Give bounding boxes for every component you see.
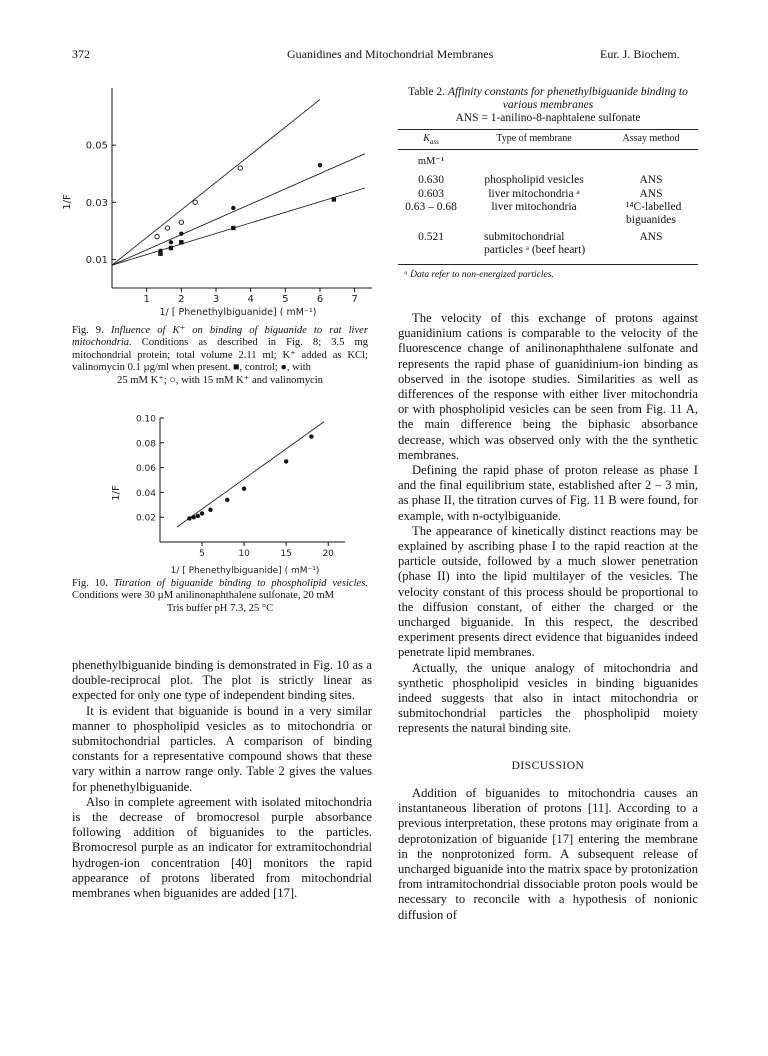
table2-cell-method: ANS <box>639 231 663 244</box>
y-tick-label: 0.04 <box>135 488 156 499</box>
data-point <box>284 459 288 463</box>
fig10-caption-title: Titration of biguanide binding to phospholipid vesicles. <box>113 578 368 589</box>
left-column-text <box>72 658 372 901</box>
table2-cell-type: liver mitochondria ᵃ <box>488 187 580 200</box>
x-tick-label: 5 <box>282 294 289 305</box>
fig9-caption-last: 25 mM K⁺; ○, with 15 mM K⁺ and valinomycin <box>117 374 323 386</box>
data-point <box>200 511 204 515</box>
data-point <box>179 232 183 236</box>
data-point <box>231 206 235 210</box>
y-tick-label: 0.02 <box>135 513 156 524</box>
series-line <box>112 154 365 265</box>
data-point <box>155 234 159 238</box>
table2-title-num: Table 2. <box>408 86 446 98</box>
fig10-caption-body: Conditions were 30 µM anilinonaphthalene sulfonate, 20 mM <box>72 590 335 602</box>
data-point <box>208 508 212 512</box>
x-tick-label: 15 <box>280 549 292 559</box>
table2-title-line1: Affinity constants for phenethylbiguanide binding to <box>447 86 688 98</box>
fig9-chart <box>60 80 380 320</box>
table-row <box>398 174 698 187</box>
page-number: 372 <box>72 47 90 61</box>
fig9-caption <box>72 325 368 387</box>
table2-cell-type: submitochondrial particles ᵃ (beef heart) <box>484 231 586 257</box>
table-row <box>398 231 698 257</box>
table2 <box>398 132 698 265</box>
table2-cell-k: 0.630 <box>418 174 444 187</box>
table-row <box>398 201 698 227</box>
table2-col-kass-sub: ass <box>429 138 439 146</box>
fig10-chart <box>95 410 355 580</box>
table2-cell-k: 0.63 – 0.68 <box>405 200 457 213</box>
y-tick-label: 0.06 <box>135 464 156 475</box>
data-point <box>169 246 173 250</box>
table2-col-kass: $K_{ass}$ <box>423 133 439 146</box>
y-tick-label: 0.05 <box>85 140 108 152</box>
data-point <box>242 486 246 490</box>
fig10-caption-last: Tris buffer pH 7.3, 25 °C <box>166 602 274 614</box>
table2-unit: mM⁻¹ <box>417 156 445 168</box>
right-paragraph-5: Addition of biguanides to mitochondria causes an instantaneous liberation of protons [11]. According to a previous interpretation, these protons may originate from a deprotonization of biguanide [17] entering the membrane in the nonprotonized form. A subsequent release of uncharged biguanide into the matrix space by protonization from intramitochondrial dissociable proton pools would be necessary to reconcile with a hypothesis of nonionic diffusion of <box>398 785 698 922</box>
running-title: Guanidines and Mitochondrial Membranes <box>287 47 494 61</box>
table2-header-row <box>398 132 698 150</box>
data-point <box>196 514 200 518</box>
table2-cell-method: ANS <box>639 187 663 200</box>
right-paragraph-4: Actually, the unique analogy of mitochondria and synthetic phospholipid vesicles in binding biguanides indeed suggests that also in intact mitochondria or submitochondrial particles the phospholipid moiety represents the natural binding site. <box>398 660 698 736</box>
data-point <box>165 226 169 230</box>
data-point <box>231 226 235 230</box>
series-line <box>112 188 365 265</box>
journal-name: Eur. J. Biochem. <box>600 47 680 61</box>
series-line <box>112 99 320 265</box>
data-point <box>179 220 183 224</box>
data-point <box>158 252 162 256</box>
data-point <box>179 240 183 244</box>
table2-col-type: Type of membrane <box>496 133 572 144</box>
x-tick-label: 2 <box>178 294 185 305</box>
table2-block <box>398 86 698 280</box>
fig10-xlabel: 1/ [ Phenethylbiguanide] ( mM⁻¹) <box>170 566 320 576</box>
table2-title-line2: various membranes <box>502 99 594 111</box>
right-column-text <box>398 311 698 923</box>
data-point <box>309 434 313 438</box>
x-tick-label: 7 <box>351 294 358 305</box>
fig10-caption-num: Fig. 10. <box>72 578 108 589</box>
left-paragraph-1: phenethylbiguanide binding is demonstrated in Fig. 10 as a double-reciprocal plot. The plot is strictly linear as expected for only one type of independent binding sites. <box>72 658 372 703</box>
data-point <box>191 515 195 519</box>
right-paragraph-2: Defining the rapid phase of proton release as phase I and the final equilibrium state, established after 2 – 3 min, as phase II, the titration curves of Fig. 11 B were found, for example, with n-octylbiguanide. <box>398 463 698 523</box>
y-tick-label: 0.01 <box>85 254 108 266</box>
left-paragraph-2: It is evident that biguanide is bound in a very similar manner to phospholipid vesicles as to mitochondria or submitochondrial particles. A comparison of binding constants for a representative compound shows that these vary within a narrow range only. Table 2 gives the values for phenethylbiguanide. <box>72 703 372 794</box>
x-tick-label: 1 <box>143 294 150 305</box>
x-tick-label: 3 <box>212 294 220 305</box>
table2-cell-k: 0.603 <box>418 187 444 200</box>
y-tick-label: 0.10 <box>135 414 156 425</box>
data-point <box>225 498 229 502</box>
y-tick-label: 0.08 <box>135 439 156 450</box>
table2-cell-method: ¹⁴C-labelled biguanides <box>626 200 682 227</box>
x-tick-label: 6 <box>316 294 324 305</box>
x-tick-label: 5 <box>199 549 205 559</box>
x-tick-label: 20 <box>322 549 334 559</box>
fig10-ylabel: 1/F <box>111 485 122 501</box>
right-paragraph-3: The appearance of kinetically distinct reactions may be explained by ascribing phase I to the rapid reaction at the particle outside, followed by a much slower penetration (phase II) into the lipid multilayer of the vesicles. The velocity constant of this process should be proportional to the diffusion constant, of either the charged or the uncharged biguanide. In this respect, the described experiment presents direct evidence that biguanides indeed penetrate lipid membranes. <box>398 523 698 660</box>
fig9-xlabel: 1/ [ Phenethylbiguanide] ( mM⁻¹) <box>159 307 317 318</box>
fig9-ylabel: 1/F <box>62 194 73 210</box>
fig9-caption-body: Conditions as described in Fig. 8; 3.5 mg mitochondrial protein; total volume 2.11 ml; K⁺ added as KCl; valinomycin 0.1 µg/ml when present. ■, control; ●, with <box>72 337 369 374</box>
data-point <box>169 240 173 244</box>
table2-cell-type: phospholipid vesicles <box>484 174 584 187</box>
fig9-caption-num: Fig. 9. <box>72 325 104 336</box>
table2-cell-method: ANS <box>639 174 663 187</box>
table2-unit-row <box>398 155 698 168</box>
data-point <box>238 166 242 170</box>
data-point <box>318 163 322 167</box>
x-tick-label: 4 <box>247 294 254 305</box>
table2-col-method: Assay method <box>622 133 680 144</box>
table2-cell-k: 0.521 <box>418 231 444 244</box>
table2-cell-type: liver mitochondria <box>491 200 577 213</box>
discussion-heading: DISCUSSION <box>511 759 585 772</box>
left-paragraph-3: Also in complete agreement with isolated mitochondria is the decrease of bromocresol purple absorbance following addition of biguanides to the particles. Bromocresol purple as an indicator for extramitochondrial hydrogen-ion concentration [40] monitors the rapid appearance of protons liberated from mitochondrial membranes when biguanides are added [17]. <box>72 794 372 901</box>
table-row <box>398 188 698 201</box>
x-tick-label: 10 <box>238 549 250 559</box>
right-paragraph-1: The velocity of this exchange of protons against guanidinium cations is comparable to the velocity of the fluorescence change of anilinonaphthalene sulfonate and represents the rapid phase of guanidinium-ion binding as observed in the isotope studies. Similarities as well as differences of the response with either liver mitochondria or with phospholipid vesicles can be seen from Fig. 11 A, the main difference being the biphasic absorbance decrease, which was observed only with the the synthetic membranes. <box>398 311 698 462</box>
data-point <box>193 200 197 204</box>
table2-title-line3: ANS = 1-anilino-8-naphtalene sulfonate <box>455 112 641 124</box>
fig9-caption-title: Influence of K⁺ on binding of biguanide to rat liver mitochondria. <box>72 325 368 349</box>
y-tick-label: 0.03 <box>85 197 108 209</box>
data-point <box>187 516 191 520</box>
data-point <box>332 197 336 201</box>
series-line <box>177 422 324 527</box>
fig10-caption <box>72 578 368 615</box>
table2-footnote: ᵃ Data refer to non-energized particles. <box>404 269 554 280</box>
